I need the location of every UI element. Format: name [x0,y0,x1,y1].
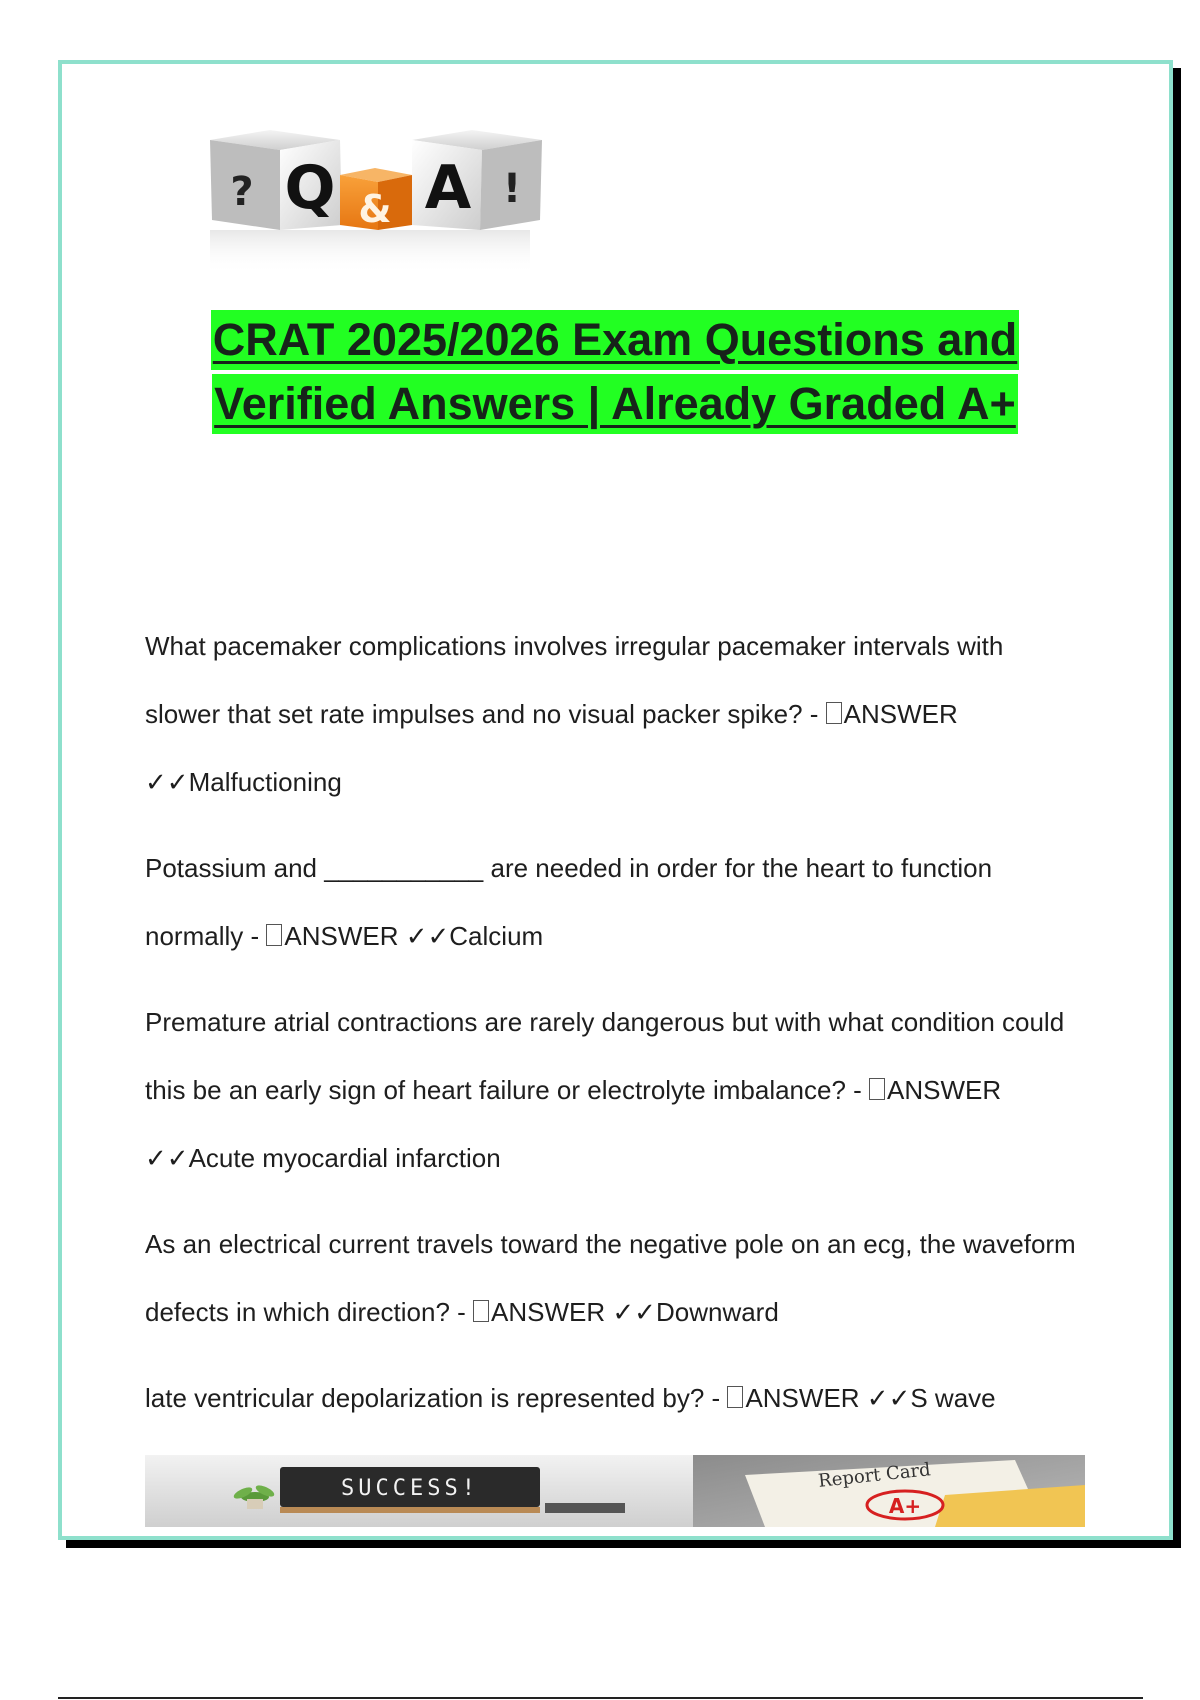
qa-list [145,612,1085,1450]
svg-text:Q: Q [284,153,336,223]
missing-glyph-icon [869,1078,885,1100]
qa-item [145,1364,1085,1432]
qa-logo-image [150,80,600,280]
question-text: What pacemaker complications involves irregular pacemaker intervals with slower that set rate impulses and no visual packer spike? - [145,631,1004,729]
answer-text: Acute myocardial infarction [188,1143,501,1173]
answer-label: ANSWER ✓✓ [145,699,958,797]
answer-text: Malfuctioning [188,767,342,797]
a-cube [412,130,542,230]
answer-text: S wave [910,1383,996,1413]
qa-item [145,1210,1085,1346]
question-text: Premature atrial contractions are rarely dangerous but with what condition could this be an early sign of heart failure or electrolyte imbalance? - [145,1007,1065,1105]
question-text: Potassium and ___________ are needed in order for the heart to function normally - [145,853,993,951]
qa-item [145,612,1085,816]
keyboard-icon [545,1503,625,1513]
answer-label: ANSWER ✓✓ [284,921,450,951]
footer-rule [58,1697,1143,1699]
footer-banner-image [145,1455,1085,1527]
amp-cube [340,168,412,231]
chalkboard-text: SUCCESS! [341,1476,479,1501]
logo-reflection [210,230,530,275]
svg-text:?: ? [230,169,254,215]
missing-glyph-icon [266,924,282,946]
question-text: late ventricular depolarization is represented by? - [145,1383,728,1413]
answer-label: ANSWER ✓✓ [491,1297,656,1327]
svg-text:!: ! [502,166,522,212]
document-title [150,310,1080,438]
grade-text: A+ [888,1494,922,1518]
qa-item [145,988,1085,1192]
svg-text:&: & [358,187,392,231]
missing-glyph-icon [727,1386,743,1408]
answer-label: ANSWER ✓✓ [745,1383,911,1413]
answer-text: Calcium [449,921,544,951]
qa-item [145,834,1085,970]
answer-label: ANSWER ✓✓ [145,1075,1002,1173]
missing-glyph-icon [826,702,842,724]
svg-text:A: A [424,153,472,223]
q-cube [210,130,342,230]
report-card-text: Report Card [817,1459,932,1492]
missing-glyph-icon [473,1300,489,1322]
title-line-1: CRAT 2025/2026 Exam Questions and [211,310,1020,370]
answer-text: Downward [655,1297,779,1327]
question-text: As an electrical current travels toward the negative pole on an ecg, the waveform defects in which direction? - [145,1229,1076,1327]
title-line-2: Verified Answers | Already Graded A+ [212,374,1018,434]
